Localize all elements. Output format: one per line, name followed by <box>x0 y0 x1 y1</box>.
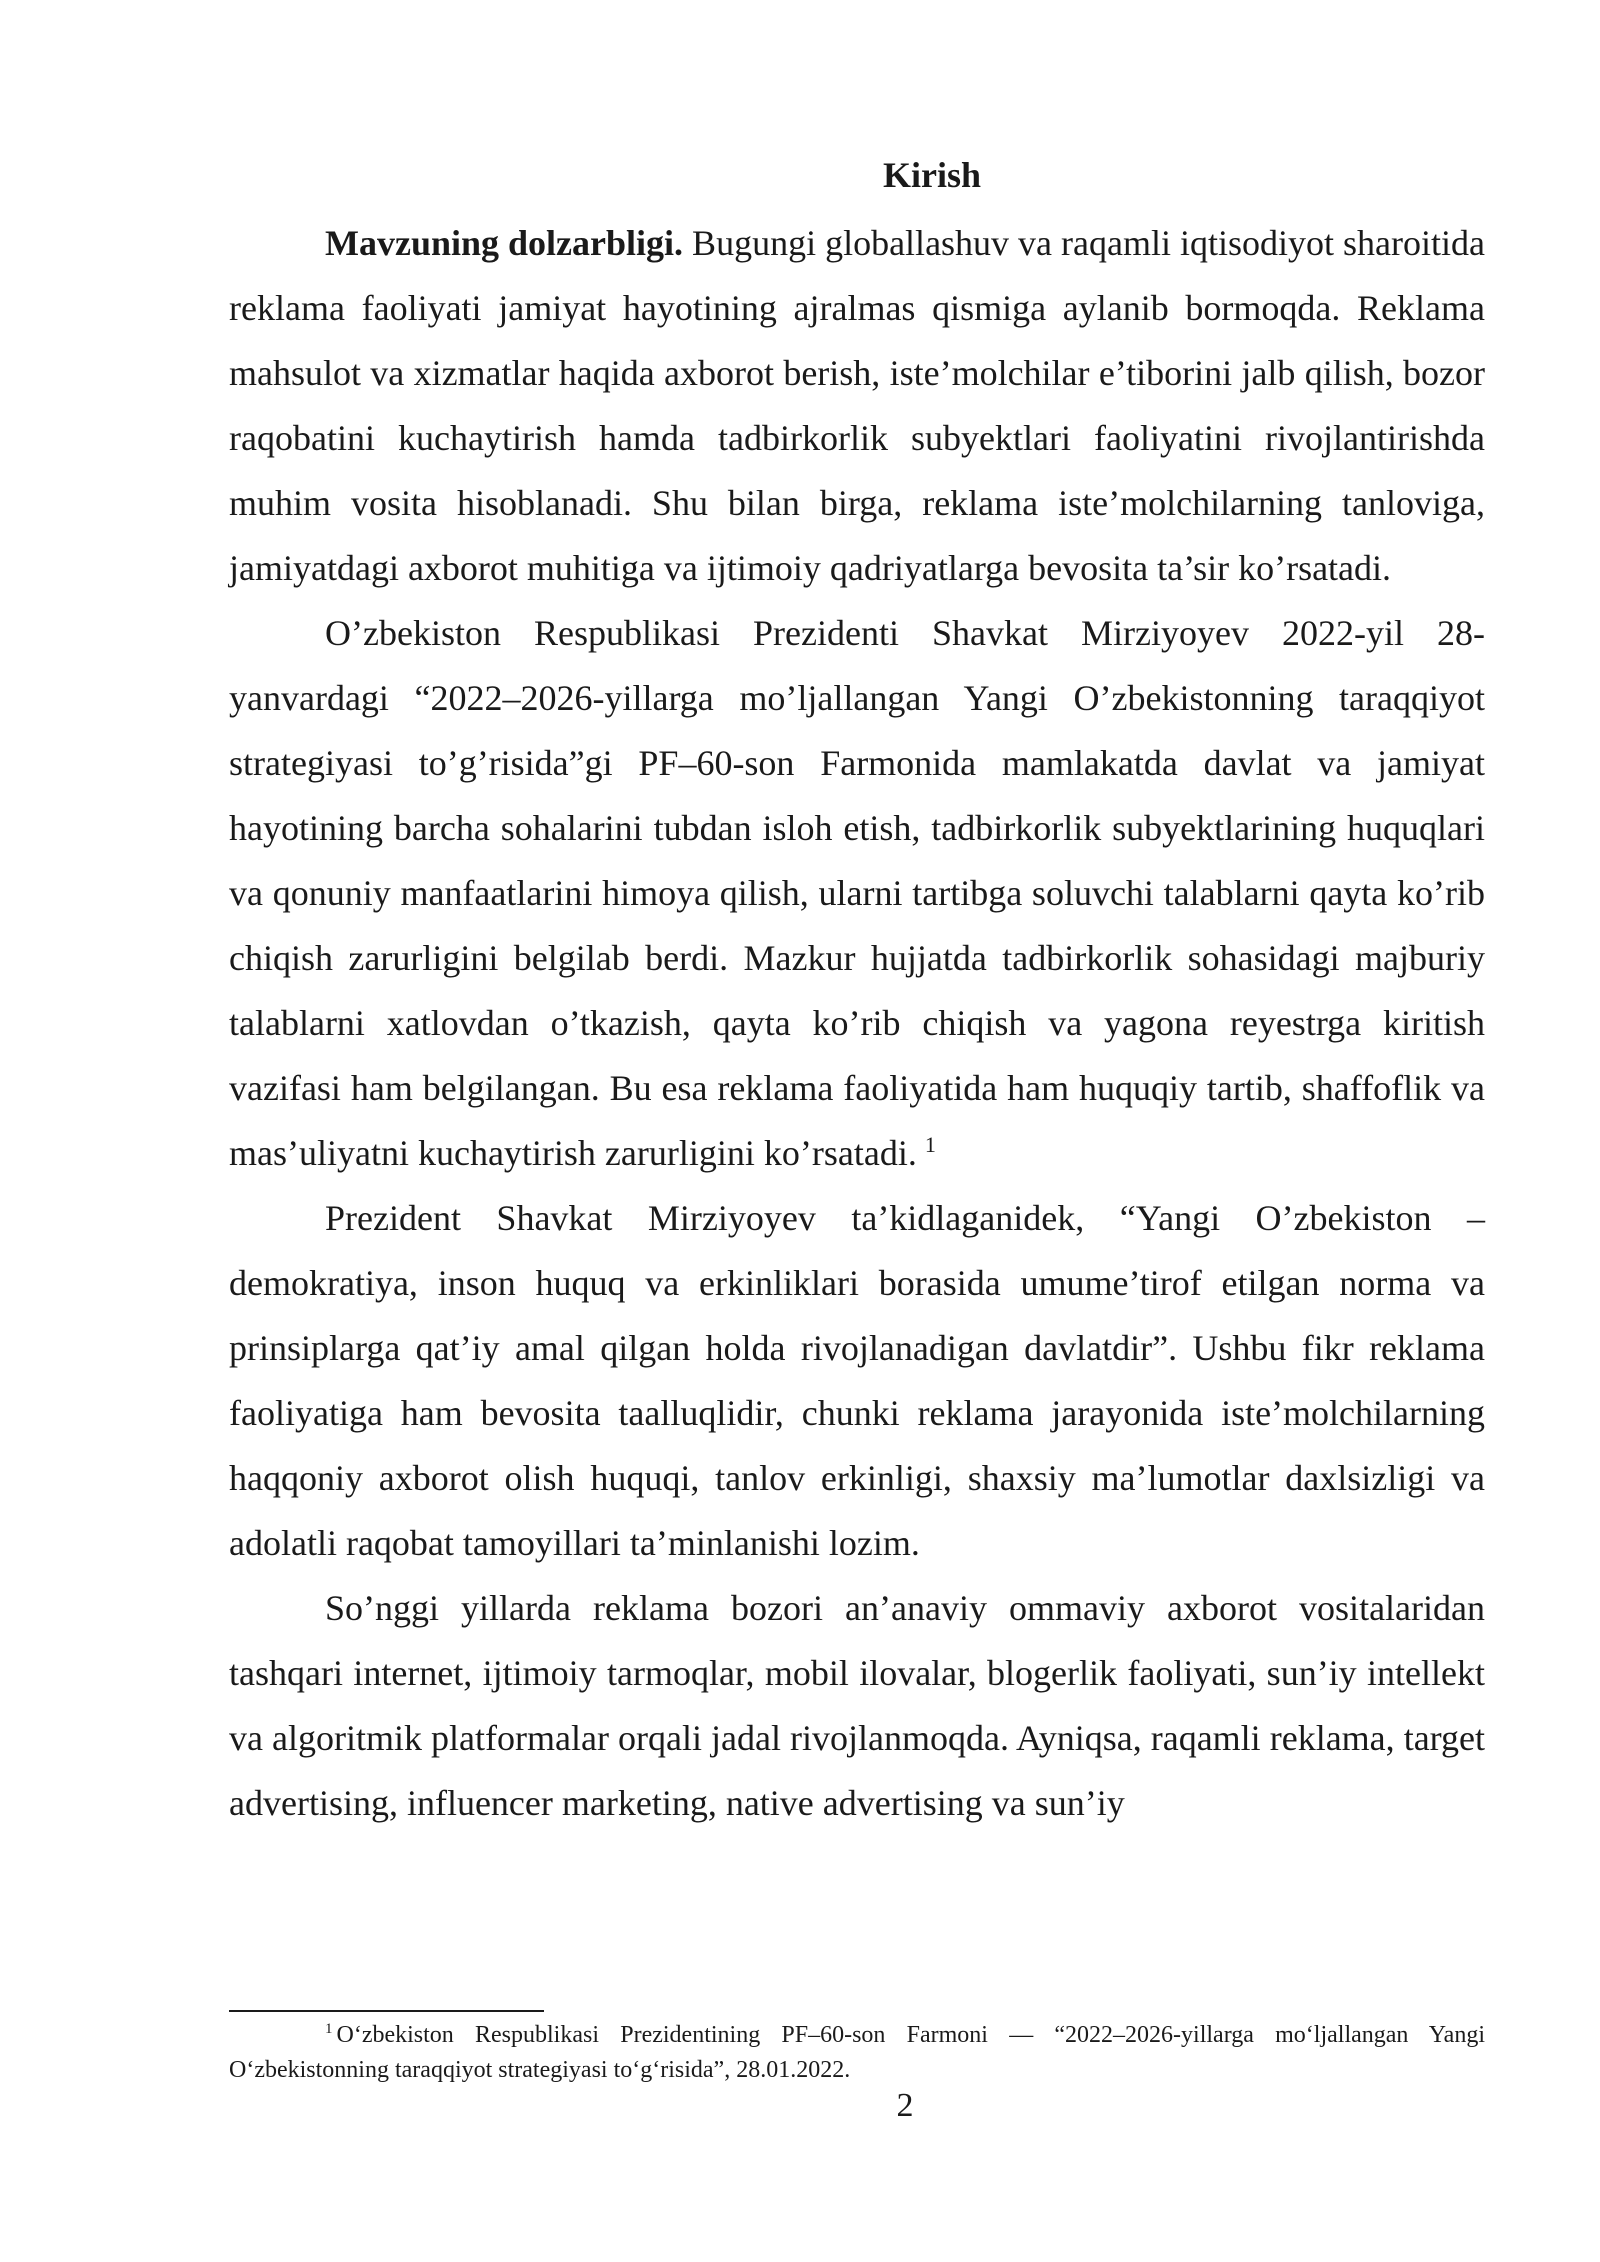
footnote <box>229 2018 1485 2088</box>
footnote-reference[interactable]: 1 <box>924 1132 936 1157</box>
paragraph-quote <box>229 1186 1485 1576</box>
paragraph-market <box>229 1576 1485 1836</box>
paragraph-lead: Mavzuning dolzarbligi. <box>325 223 684 263</box>
paragraph-decree <box>229 601 1485 1186</box>
paragraph-relevance <box>229 211 1485 601</box>
page-body <box>229 145 1485 1836</box>
paragraph-text: So’nggi yillarda reklama bozori an’anaviy ommaviy axborot vositalaridan tashqari internet, ijtimoiy tarmoqlar, mobil ilovalar, blogerlik faoliyati, sun’iy intellekt va algoritmik platformalar orqali jadal rivojlanmoqda. Ayniqsa, raqamli reklama, target advertising, influencer marketing, native advertising va sun’iy <box>229 1588 1485 1823</box>
footnote-separator <box>229 2010 544 2012</box>
section-title: Kirish <box>882 155 981 195</box>
paragraph-text: Bugungi globallashuv va raqamli iqtisodiyot sharoitida reklama faoliyati jamiyat hayotining ajralmas qismiga aylanib bormoqda. Reklama mahsulot va xizmatlar haqida axborot berish, iste’molchilar e’tiborini jalb qilish, bozor raqobatini kuchaytirish hamda tadbirkorlik subyektlari faoliyatini rivojlantirishda muhim vosita hisoblanadi. Shu bilan birga, reklama iste’molchilarning tanloviga, jamiyatdagi axborot muhitiga va ijtimoiy qadriyatlarga bevosita ta’sir ko’rsatadi. <box>229 223 1485 588</box>
page-number: 2 <box>896 2087 914 2124</box>
paragraph-text: Prezident Shavkat Mirziyoyev ta’kidlaganidek, “Yangi O’zbekiston – demokratiya, inson huquq va erkinliklari borasida umume’tirof etilgan norma va prinsiplarga qat’iy amal qilgan holda rivojlanadigan davlatdir”. Ushbu fikr reklama faoliyatiga ham bevosita taalluqlidir, chunki reklama jarayonida iste’molchilarning haqqoniy axborot olish huquqi, tanlov erkinligi, shaxsiy ma’lumotlar daxlsizligi va adolatli raqobat tamoyillari ta’minlanishi lozim. <box>229 1198 1485 1563</box>
footnote-text: O‘zbekiston Respublikasi Prezidentining PF–60-son Farmoni — “2022–2026-yillarga mo‘ljallangan Yangi O‘zbekistonning taraqqiyot strategiyasi to‘g‘risida”, 28.01.2022. <box>229 2022 1485 2083</box>
footnote-mark: 1 <box>325 2021 333 2037</box>
paragraph-text: O’zbekiston Respublikasi Prezidenti Shavkat Mirziyoyev 2022-yil 28-yanvardagi “2022–2026-yillarga mo’ljallangan Yangi O’zbekistonning taraqqiyot strategiyasi to’g’risida”gi PF–60-son Farmonida mamlakatda davlat va jamiyat hayotining barcha sohalarini tubdan isloh etish, tadbirkorlik subyektlarining huquqlari va qonuniy manfaatlarini himoya qilish, ularni tartibga soluvchi talablarni qayta ko’rib chiqish zarurligini belgilab berdi. Mazkur hujjatda tadbirkorlik sohasidagi majburiy talablarni xatlovdan o’tkazish, qayta ko’rib chiqish va yagona reyestrga kiritish vazifasi ham belgilangan. Bu esa reklama faoliyatida ham huquqiy tartib, shaffoflik va mas’uliyatni kuchaytirish zarurligini ko’rsatadi. <box>229 613 1485 1173</box>
